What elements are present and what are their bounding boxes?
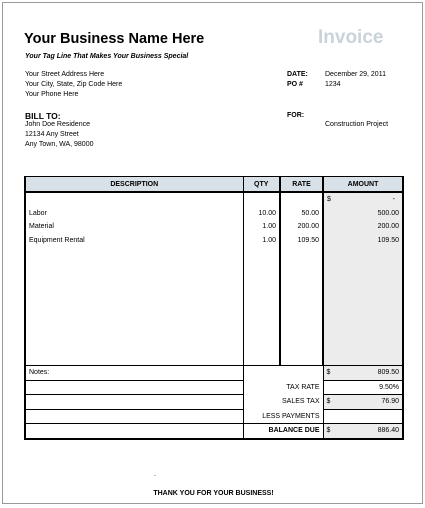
subtotal-value: 809.50 bbox=[377, 369, 399, 377]
phone[interactable]: Your Phone Here bbox=[25, 91, 79, 98]
client-city[interactable]: Any Town, WA, 98000 bbox=[25, 141, 94, 148]
business-name[interactable]: Your Business Name Here bbox=[24, 31, 205, 47]
invoice-page bbox=[2, 2, 423, 504]
invoice-title: Invoice bbox=[318, 27, 384, 48]
description-cell[interactable] bbox=[25, 247, 243, 366]
thank-you-message: THANK YOU FOR YOUR BUSINESS! bbox=[153, 490, 274, 497]
currency-symbol: $ bbox=[326, 369, 331, 377]
description-cell[interactable] bbox=[25, 192, 243, 207]
notes-line[interactable] bbox=[25, 380, 243, 395]
less-payments-label: LESS PAYMENTS bbox=[262, 412, 320, 420]
qty-cell[interactable] bbox=[243, 247, 280, 366]
description-cell[interactable]: Equipment Rental bbox=[25, 234, 243, 248]
subtotal-cell bbox=[323, 366, 403, 381]
notes-blank bbox=[243, 366, 323, 381]
po-value[interactable]: 1234 bbox=[325, 81, 341, 88]
currency-symbol: $ bbox=[327, 196, 331, 204]
description-cell[interactable]: Labor bbox=[25, 207, 243, 221]
qty-cell[interactable]: 1.00 bbox=[243, 220, 280, 234]
less-payments-row bbox=[25, 409, 403, 424]
amount-cell: 200.00 bbox=[323, 220, 403, 234]
qty-cell[interactable]: 10.00 bbox=[243, 207, 280, 221]
currency-symbol: $ bbox=[326, 398, 331, 406]
notes-line[interactable] bbox=[25, 424, 243, 439]
notes-label: Notes: bbox=[25, 366, 243, 381]
rate-cell[interactable]: 109.50 bbox=[280, 234, 323, 248]
qty-cell[interactable]: 1.00 bbox=[243, 234, 280, 248]
city-state-zip[interactable]: Your City, State, Zip Code Here bbox=[25, 81, 123, 88]
po-label: PO # bbox=[287, 81, 303, 88]
balance-due-row bbox=[25, 424, 403, 439]
table-row bbox=[25, 234, 403, 248]
description-cell[interactable]: Material bbox=[25, 220, 243, 234]
tax-rate-row bbox=[25, 380, 403, 395]
rate-cell[interactable]: 50.00 bbox=[280, 207, 323, 221]
client-street[interactable]: 12134 Any Street bbox=[25, 131, 79, 138]
balance-due-value: 886.40 bbox=[377, 427, 399, 435]
qty-cell[interactable] bbox=[243, 192, 280, 207]
bill-to-label: BILL TO: bbox=[25, 111, 61, 121]
tax-rate-label: TAX RATE bbox=[286, 383, 320, 391]
business-address bbox=[25, 70, 122, 100]
amount-value: - bbox=[392, 196, 395, 204]
rate-header: RATE bbox=[280, 177, 323, 193]
balance-due-cell bbox=[323, 424, 403, 439]
for-value[interactable]: Construction Project bbox=[325, 121, 389, 128]
line-items-table bbox=[24, 176, 404, 440]
sales-tax-value: 76.90 bbox=[381, 398, 399, 406]
bill-to-address bbox=[25, 120, 93, 150]
rate-cell[interactable]: 200.00 bbox=[280, 220, 323, 234]
client-name[interactable]: John Doe Residence bbox=[25, 121, 90, 128]
balance-due-label: BALANCE DUE bbox=[243, 424, 323, 439]
notes-line[interactable] bbox=[25, 395, 243, 410]
date-label: DATE: bbox=[287, 71, 308, 78]
currency-symbol: $ bbox=[326, 427, 331, 435]
tax-rate-value[interactable]: 9.50% bbox=[323, 380, 403, 395]
description-header: DESCRIPTION bbox=[25, 177, 243, 193]
table-row bbox=[25, 207, 403, 221]
amount-cell bbox=[323, 192, 403, 207]
amount-cell: 500.00 bbox=[323, 207, 403, 221]
notes-line[interactable] bbox=[25, 409, 243, 424]
tagline[interactable]: Your Tag Line That Makes Your Business Special bbox=[25, 53, 189, 60]
table-row bbox=[25, 220, 403, 234]
table-row-empty bbox=[25, 247, 403, 366]
footer-dot: . bbox=[154, 471, 156, 478]
for-label: FOR: bbox=[287, 112, 305, 119]
date-value[interactable]: December 29, 2011 bbox=[325, 71, 386, 78]
subtotal-row bbox=[25, 366, 403, 381]
sales-tax-cell bbox=[323, 395, 403, 410]
street-address[interactable]: Your Street Address Here bbox=[25, 71, 105, 78]
rate-cell[interactable] bbox=[280, 192, 323, 207]
sales-tax-row bbox=[25, 395, 403, 410]
rate-cell[interactable] bbox=[280, 247, 323, 366]
less-payments-value[interactable] bbox=[323, 409, 403, 424]
amount-cell bbox=[323, 247, 403, 366]
table-row bbox=[25, 192, 403, 207]
amount-header: AMOUNT bbox=[323, 177, 403, 193]
qty-header: QTY bbox=[243, 177, 280, 193]
sales-tax-label: SALES TAX bbox=[282, 398, 320, 406]
amount-cell: 109.50 bbox=[323, 234, 403, 248]
